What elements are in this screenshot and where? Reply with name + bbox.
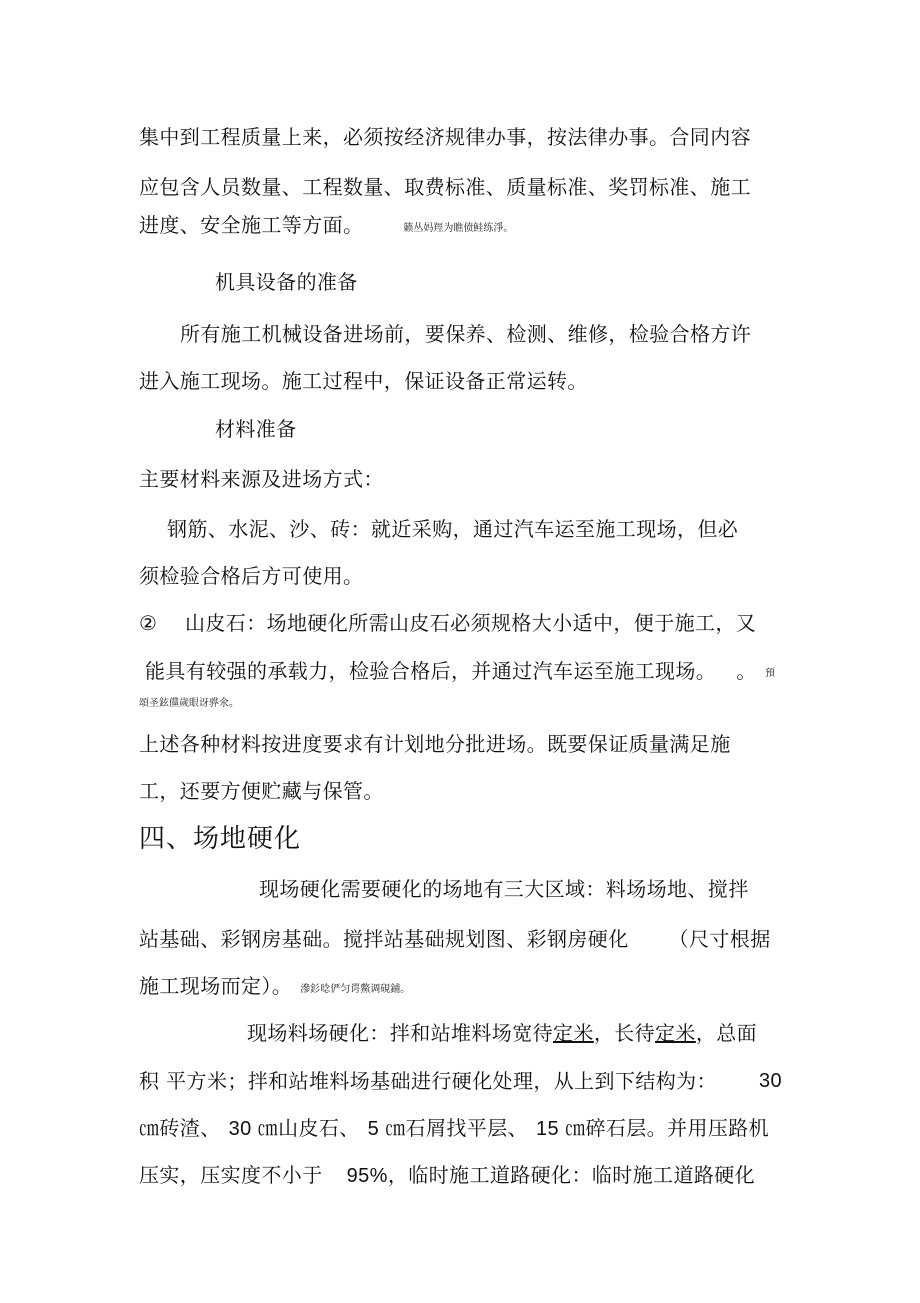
p8-l4-percent: 95% — [346, 1165, 388, 1187]
paragraph-5-line-2-text: 能具有较强的承载力，检验合格后，并通过汽车运至施工现场。 — [145, 659, 717, 683]
paragraph-4-line-1: 钢筋、水泥、沙、砖：就近采购，通过汽车运至施工现场，但必 — [167, 517, 739, 541]
paragraph-1-line-2: 应包含人员数量、工程数量、取费标准、质量标准、奖罚标准、施工 — [139, 175, 751, 199]
p8-l3-part-b: 山皮石、 — [278, 1116, 360, 1140]
garbled-note-1: 籁丛妈羥为瞧偾鲑练淨。 — [403, 223, 514, 234]
p8-l1-underlined-1: 定米 — [553, 1021, 594, 1045]
p8-l3-part-d: 碎石层。并用压路机 — [585, 1116, 770, 1140]
list-number-2: ② — [139, 611, 158, 635]
garbled-note-2a: 預 — [765, 668, 775, 679]
p8-l4-part-b: ，临时施工道路硬化：临时施工道路硬化 — [387, 1163, 756, 1187]
paragraph-8-line-2-number: 30 — [759, 1070, 783, 1092]
garbled-note-3: 滲釤唸俨匀谔鱉调硯鋪。 — [300, 984, 411, 995]
section-4-heading: 四、场地硬化 — [139, 824, 302, 854]
garbled-note-2b: 頌圣鉉儻歲眼讶骅氽。 — [139, 698, 239, 709]
paragraph-4-line-2: 须检验合格后方可使用。 — [139, 564, 364, 588]
heading-machine-prep: 机具设备的准备 — [215, 270, 358, 294]
paragraph-5-stray-period: 。 — [736, 659, 757, 683]
p8-l1-part-a: 现场料场硬化：拌和站堆料场宽待 — [247, 1021, 553, 1045]
paragraph-5-line-1 — [139, 610, 756, 636]
p8-l4-part-a: 压实，压实度不小于 — [139, 1163, 323, 1187]
cm-unit-2: ㎝ — [257, 1116, 279, 1140]
paragraph-5-line-1-text: 山皮石：场地硬化所需山皮石必须规格大小适中，便于施工，又 — [185, 611, 757, 635]
paragraph-1-line-3 — [139, 212, 513, 238]
paragraph-6-line-2: 工，还要方便贮藏与保管。 — [139, 779, 384, 803]
p8-l3-number-4: 15 — [536, 1118, 560, 1140]
paragraph-7-line-1: 现场硬化需要硬化的场地有三大区域：料场场地、搅拌 — [259, 877, 749, 901]
paragraph-7-line-2 — [139, 926, 771, 952]
paragraph-2-line-2: 进入施工现场。施工过程中，保证设备正常运转。 — [139, 369, 588, 393]
paragraph-3-line-1: 主要材料来源及进场方式： — [139, 467, 384, 491]
paragraph-6-line-1: 上述各种材料按进度要求有计划地分批进场。既要保证质量满足施 — [139, 732, 731, 756]
p8-l3-part-c: 石屑找平层、 — [405, 1116, 529, 1140]
p8-l1-part-c: ，总面 — [695, 1021, 758, 1045]
p8-l3-number-3: 5 — [367, 1118, 380, 1140]
paragraph-8-line-1 — [247, 1020, 757, 1046]
cm-unit-3: ㎝ — [385, 1116, 406, 1140]
p8-l1-part-b: ，长待 — [593, 1021, 656, 1045]
paragraph-8-line-4 — [139, 1162, 755, 1189]
p8-l1-underlined-2: 定米 — [655, 1021, 696, 1045]
p8-l3-part-a: 砖渣、 — [159, 1116, 221, 1140]
cm-unit-1: ㎝ — [139, 1116, 160, 1140]
paragraph-8-line-2: 积 平方米；拌和站堆料场基础进行硬化处理，从上到下结构为： — [139, 1069, 717, 1093]
paragraph-7-line-3-text: 施工现场而定）。 — [139, 974, 293, 998]
paragraph-2-line-1: 所有施工机械设备进场前，要保养、检测、维修，检验合格方许 — [180, 322, 752, 346]
paragraph-8-line-3 — [139, 1115, 769, 1142]
paragraph-1-line-3-text: 进度、安全施工等方面。 — [139, 213, 364, 237]
paragraph-1-line-1: 集中到工程质量上来，必须按经济规律办事，按法律办事。合同内容 — [139, 125, 751, 149]
paragraph-7-line-2-suffix: （尺寸根据 — [668, 927, 771, 951]
paragraph-7-line-3 — [139, 973, 410, 999]
heading-material-prep: 材料准备 — [215, 417, 297, 441]
p8-l3-number-2: 30 — [228, 1118, 252, 1140]
paragraph-7-line-2-text: 站基础、彩钢房基础。搅拌站基础规划图、彩钢房硬化 — [139, 927, 629, 951]
cm-unit-4: ㎝ — [565, 1116, 586, 1140]
paragraph-5-line-2 — [145, 658, 757, 684]
